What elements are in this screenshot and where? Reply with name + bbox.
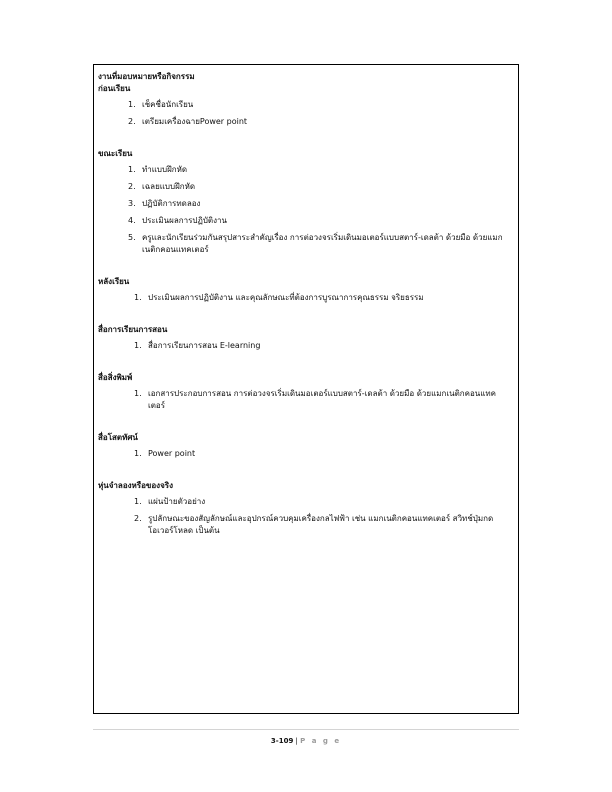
- section-heading: หลังเรียน: [98, 277, 130, 286]
- item-text: Power point: [148, 449, 196, 458]
- item-number: 4.: [128, 216, 136, 225]
- list-item: [98, 99, 514, 111]
- item-list: [98, 292, 514, 304]
- section-heading: หุ่นจำลองหรือของจริง: [98, 481, 173, 490]
- item-number: 1.: [128, 100, 136, 109]
- section-heading: ก่อนเรียน: [98, 84, 131, 93]
- item-text: ประเมินผลการปฏิบัติงาน: [142, 216, 227, 225]
- item-text: สื่อการเรียนการสอน E-learning: [148, 341, 261, 350]
- item-text: ประเมินผลการปฏิบัติงาน และคุณลักษณะที่ต้องการบูรณาการคุณธรรม จริยธรรม: [148, 293, 424, 302]
- list-item: [98, 198, 514, 210]
- item-list: [98, 496, 514, 537]
- item-number: 1.: [134, 341, 142, 350]
- item-list: [98, 164, 514, 256]
- list-item: [98, 116, 514, 128]
- item-number: 1.: [134, 449, 142, 458]
- list-item: [98, 448, 514, 460]
- item-list: [98, 340, 514, 352]
- list-item: [98, 513, 514, 537]
- list-item: [98, 232, 514, 256]
- item-number: 1.: [134, 293, 142, 302]
- item-number: 2.: [128, 182, 136, 191]
- item-number: 1.: [128, 165, 136, 174]
- section: [98, 83, 514, 128]
- item-text: รูปลักษณะของสัญลักษณ์และอุปกรณ์ควบคุมเครื่องกลไฟฟ้า เช่น แมกเนติกคอนแทคเตอร์ สวิทช์ปุ่มกด โอเวอร์โหลด เป็นต้น: [148, 514, 494, 535]
- item-number: 3.: [128, 199, 136, 208]
- list-item: [98, 181, 514, 193]
- item-number: 1.: [134, 497, 142, 506]
- item-text: แผ่นป้ายตัวอย่าง: [148, 497, 206, 506]
- section-heading: สื่อโสตทัศน์: [98, 433, 138, 442]
- section-heading: ขณะเรียน: [98, 149, 133, 158]
- list-item: [98, 164, 514, 176]
- item-text: เช็คชื่อนักเรียน: [142, 100, 194, 109]
- list-item: [98, 388, 514, 412]
- section: [98, 480, 514, 537]
- section-heading: สื่อการเรียนการสอน: [98, 325, 168, 334]
- item-number: 1.: [134, 389, 142, 398]
- section: [98, 148, 514, 256]
- content-body: [98, 71, 514, 557]
- content-frame: [93, 64, 519, 714]
- page-title: งานที่มอบหมายหรือกิจกรรม: [98, 72, 195, 81]
- item-text: ปฏิบัติการทดลอง: [142, 199, 201, 208]
- page-label: P a g e: [300, 737, 342, 745]
- section: [98, 276, 514, 304]
- footer-divider: [93, 729, 519, 730]
- item-list: [98, 388, 514, 412]
- list-item: [98, 496, 514, 508]
- section: [98, 324, 514, 352]
- page-number: 3-109: [270, 737, 294, 745]
- list-item: [98, 215, 514, 227]
- sections-container: [98, 83, 514, 537]
- list-item: [98, 340, 514, 352]
- item-list: [98, 99, 514, 128]
- item-list: [98, 448, 514, 460]
- item-text: เตรียมเครื่องฉายPower point: [142, 117, 248, 126]
- item-text: ทำแบบฝึกหัด: [142, 165, 188, 174]
- item-number: 2.: [128, 117, 136, 126]
- item-text: เฉลยแบบฝึกหัด: [142, 182, 196, 191]
- item-number: 5.: [128, 233, 136, 242]
- section: [98, 432, 514, 460]
- page-footer: [0, 736, 612, 746]
- list-item: [98, 292, 514, 304]
- section: [98, 372, 514, 412]
- item-text: เอกสารประกอบการสอน การต่อวงจรเริ่มเดินมอเตอร์แบบสตาร์-เดลต้า ด้วยมือ ด้วยแมกเนติกคอนแทคเตอร์: [148, 389, 497, 410]
- footer-separator: |: [295, 737, 298, 745]
- item-text: ครูและนักเรียนร่วมกันสรุปสาระสำคัญเรื่อง การต่อวงจรเริ่มเดินมอเตอร์แบบสตาร์-เดลต้า ด้วยมือ ด้วยแมกเนติกคอนแทคเตอร์: [142, 233, 503, 254]
- item-number: 2.: [134, 514, 142, 523]
- section-heading: สื่อสิ่งพิมพ์: [98, 373, 133, 382]
